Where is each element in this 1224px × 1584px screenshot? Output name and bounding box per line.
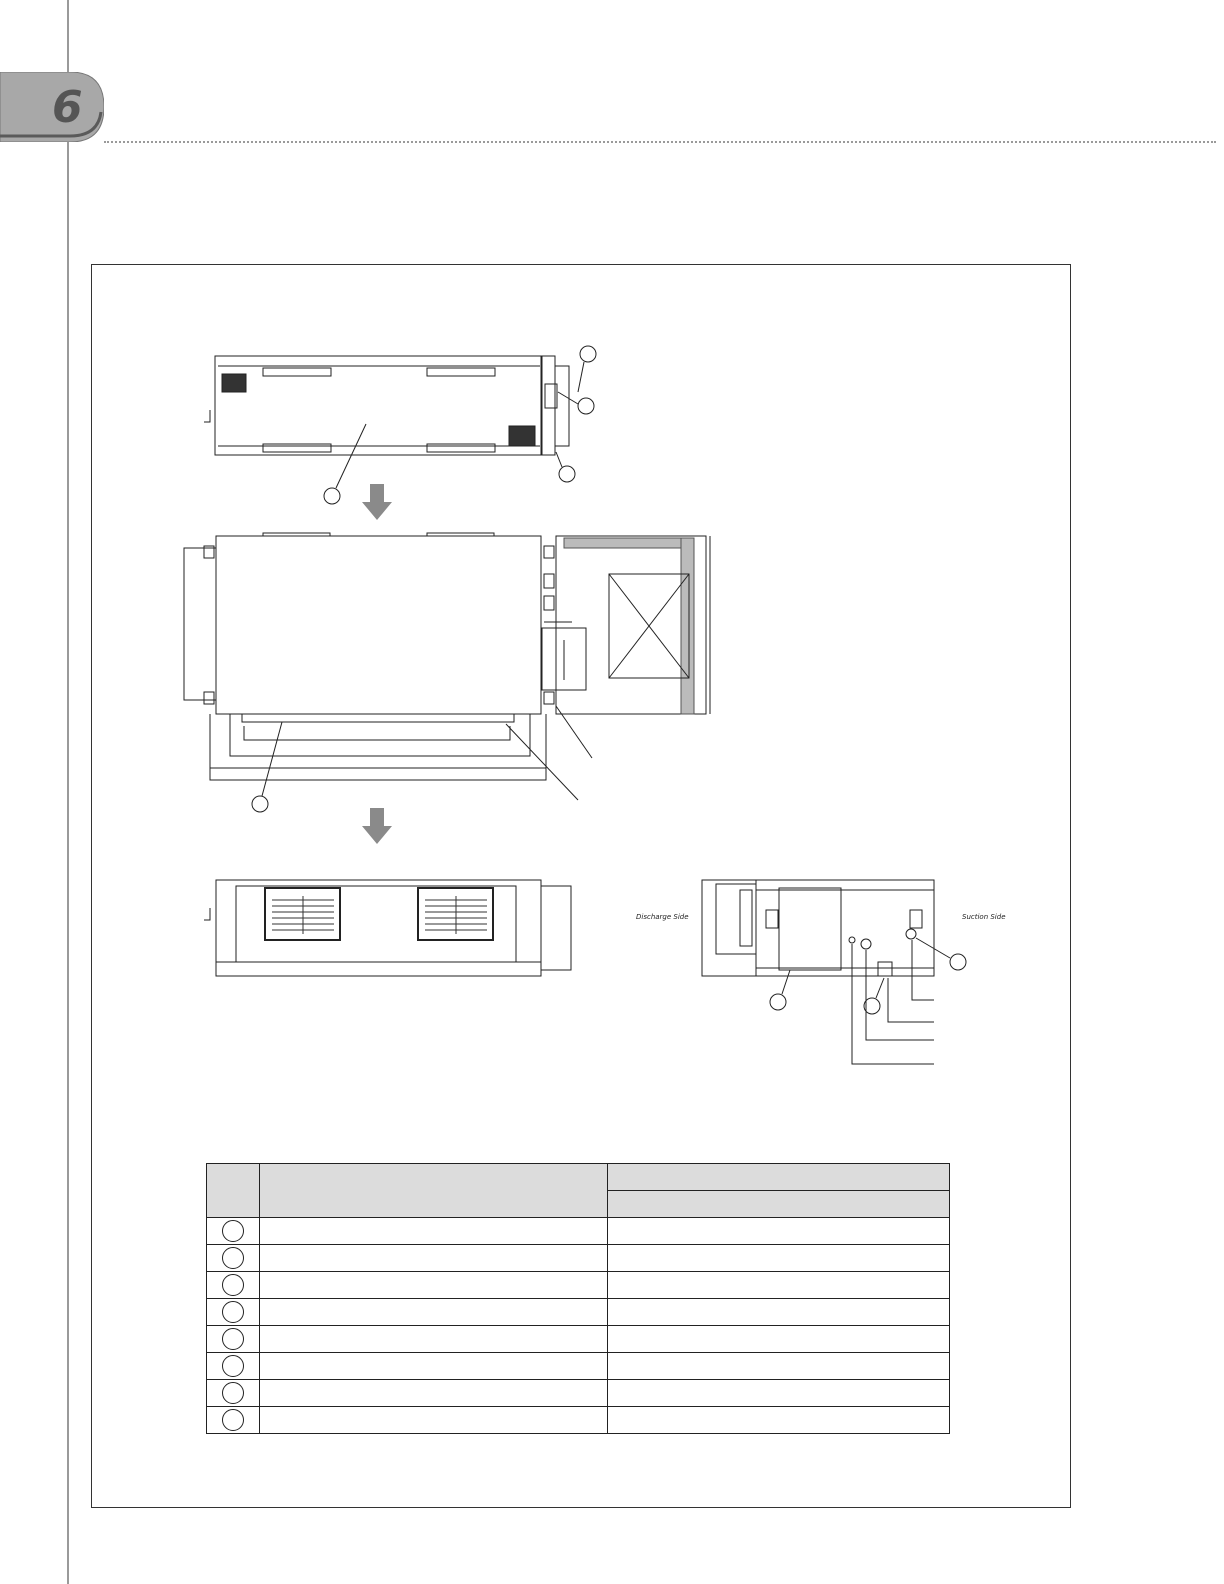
row-number-circle [222, 1247, 244, 1269]
table-row [207, 1326, 950, 1353]
row-number-circle [222, 1355, 244, 1377]
header-spec-cell [607, 1164, 949, 1191]
discharge-side-label: Discharge Side [636, 913, 689, 921]
down-arrow [362, 484, 392, 520]
table-header-row [207, 1164, 950, 1191]
header-item-cell [259, 1164, 607, 1218]
side-view-unit [702, 880, 934, 1064]
row-number-circle [222, 1301, 244, 1323]
fan-grille-right [425, 896, 487, 934]
row-number-circle [222, 1328, 244, 1350]
plan-view-unit [184, 533, 586, 780]
table-row [207, 1407, 950, 1434]
suction-side-label: Suction Side [962, 913, 1006, 921]
ceiling-opening [556, 536, 710, 714]
row-number-circle [222, 1382, 244, 1404]
table-row [207, 1218, 950, 1245]
chapter-number: 6 [52, 82, 83, 133]
fan-grille-left [272, 896, 334, 934]
spec-table [206, 1163, 950, 1434]
table-row [207, 1380, 950, 1407]
row-number-circle [222, 1220, 244, 1242]
front-view-unit [204, 880, 571, 976]
table-row [207, 1299, 950, 1326]
row-number-circle [222, 1274, 244, 1296]
table-row [207, 1245, 950, 1272]
row-number-circle [222, 1409, 244, 1431]
subheader-spec-cell [607, 1191, 949, 1218]
top-view-unit [204, 356, 569, 455]
table-row [207, 1353, 950, 1380]
header-no-cell [207, 1164, 260, 1218]
down-arrow [362, 808, 392, 844]
table-row [207, 1272, 950, 1299]
